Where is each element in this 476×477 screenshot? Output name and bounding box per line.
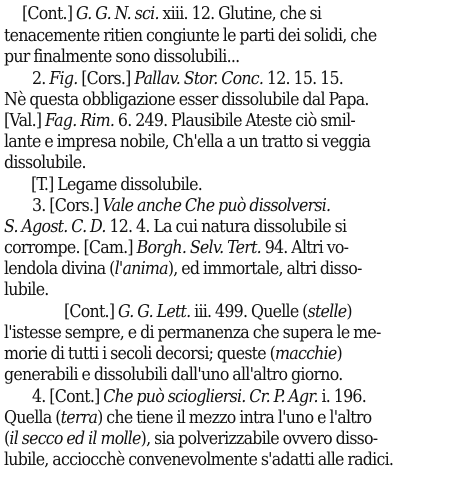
italic-citation: stelle bbox=[307, 302, 347, 322]
text-run: pur finalmente sono dissolubili... bbox=[4, 47, 240, 67]
text-run: morie di tutti i secoli decorsi; queste ( bbox=[4, 344, 276, 364]
text-run: [Val.] bbox=[4, 111, 46, 131]
text-run: 94. Altri vo- bbox=[260, 238, 349, 258]
italic-citation: Borgh. Selv. Tert. bbox=[136, 238, 261, 258]
text-line bbox=[4, 449, 432, 475]
text-run: ) che tiene il mezzo intra l'uno e l'altro bbox=[97, 408, 372, 428]
text-run: Nè questa obbligazione esser dissolubile dal Papa. bbox=[4, 90, 369, 110]
text-run: lubile, acciocchè convenevolmente s'adatti alle radici. bbox=[4, 450, 394, 470]
italic-citation: Fag. Rim. bbox=[45, 111, 115, 131]
text-run: [Cors.] bbox=[77, 69, 135, 89]
text-run: 3. [Cors.] bbox=[32, 196, 103, 216]
text-run: iii. 499. Quelle ( bbox=[190, 302, 308, 322]
text-run: [Cont.] bbox=[22, 4, 76, 24]
text-run: 12. 4. La cui natura dissolubile si bbox=[105, 217, 347, 237]
text-run: lendola divina ( bbox=[4, 259, 115, 279]
italic-citation: S. Agost. C. D. bbox=[4, 217, 106, 237]
italic-citation: il secco ed il molle bbox=[9, 429, 141, 449]
italic-citation: Pallav. Stor. Conc. bbox=[134, 69, 264, 89]
text-run: [T.] Legame dissolubile. bbox=[31, 175, 203, 195]
text-run: tenacemente ritien congiunte le parti dei solidi, che bbox=[4, 26, 377, 46]
italic-citation: G. G. N. sci. bbox=[75, 4, 159, 24]
text-run: ), sia polverizzabile ovvero disso- bbox=[140, 429, 378, 449]
italic-citation: Che può sciogliersi. Cr. P. Agr. bbox=[103, 387, 318, 407]
text-run: dissolubile. bbox=[4, 153, 86, 173]
text-run: ) bbox=[346, 302, 352, 322]
text-run: ( bbox=[4, 429, 10, 449]
text-run: corrompe. [Cam.] bbox=[4, 238, 137, 258]
text-run: lante e impresa nobile, Ch'ella a un tratto si veggia bbox=[4, 132, 371, 152]
text-run: lubile. bbox=[4, 280, 49, 300]
text-run: [Cont.] bbox=[64, 302, 118, 322]
text-run: 6. 249. Plausibile Ateste ciò smil- bbox=[114, 111, 355, 131]
text-run: ) bbox=[336, 344, 342, 364]
text-run: Quella ( bbox=[4, 408, 61, 428]
italic-citation: macchie bbox=[275, 344, 337, 364]
italic-citation: Fig. bbox=[49, 69, 78, 89]
text-run: i. 196. bbox=[317, 387, 366, 407]
text-run: xiii. 12. Glutine, che si bbox=[158, 4, 322, 24]
italic-citation: l'anima bbox=[114, 259, 168, 279]
text-run: 12. 15. 15. bbox=[263, 69, 344, 89]
text-run: 4. [Cont.] bbox=[32, 387, 104, 407]
italic-citation: G. G. Lett. bbox=[117, 302, 191, 322]
text-run: 2. bbox=[32, 69, 50, 89]
text-run: l'istesse sempre, e di permanenza che supera le me- bbox=[4, 323, 381, 343]
italic-citation: terra bbox=[60, 408, 98, 428]
italic-citation: Vale anche Che può dissolversi. bbox=[102, 196, 331, 216]
text-run: ), ed immortale, altri disso- bbox=[167, 259, 362, 279]
text-run: generabili e dissolubili dall'uno all'altro giorno. bbox=[4, 365, 343, 385]
